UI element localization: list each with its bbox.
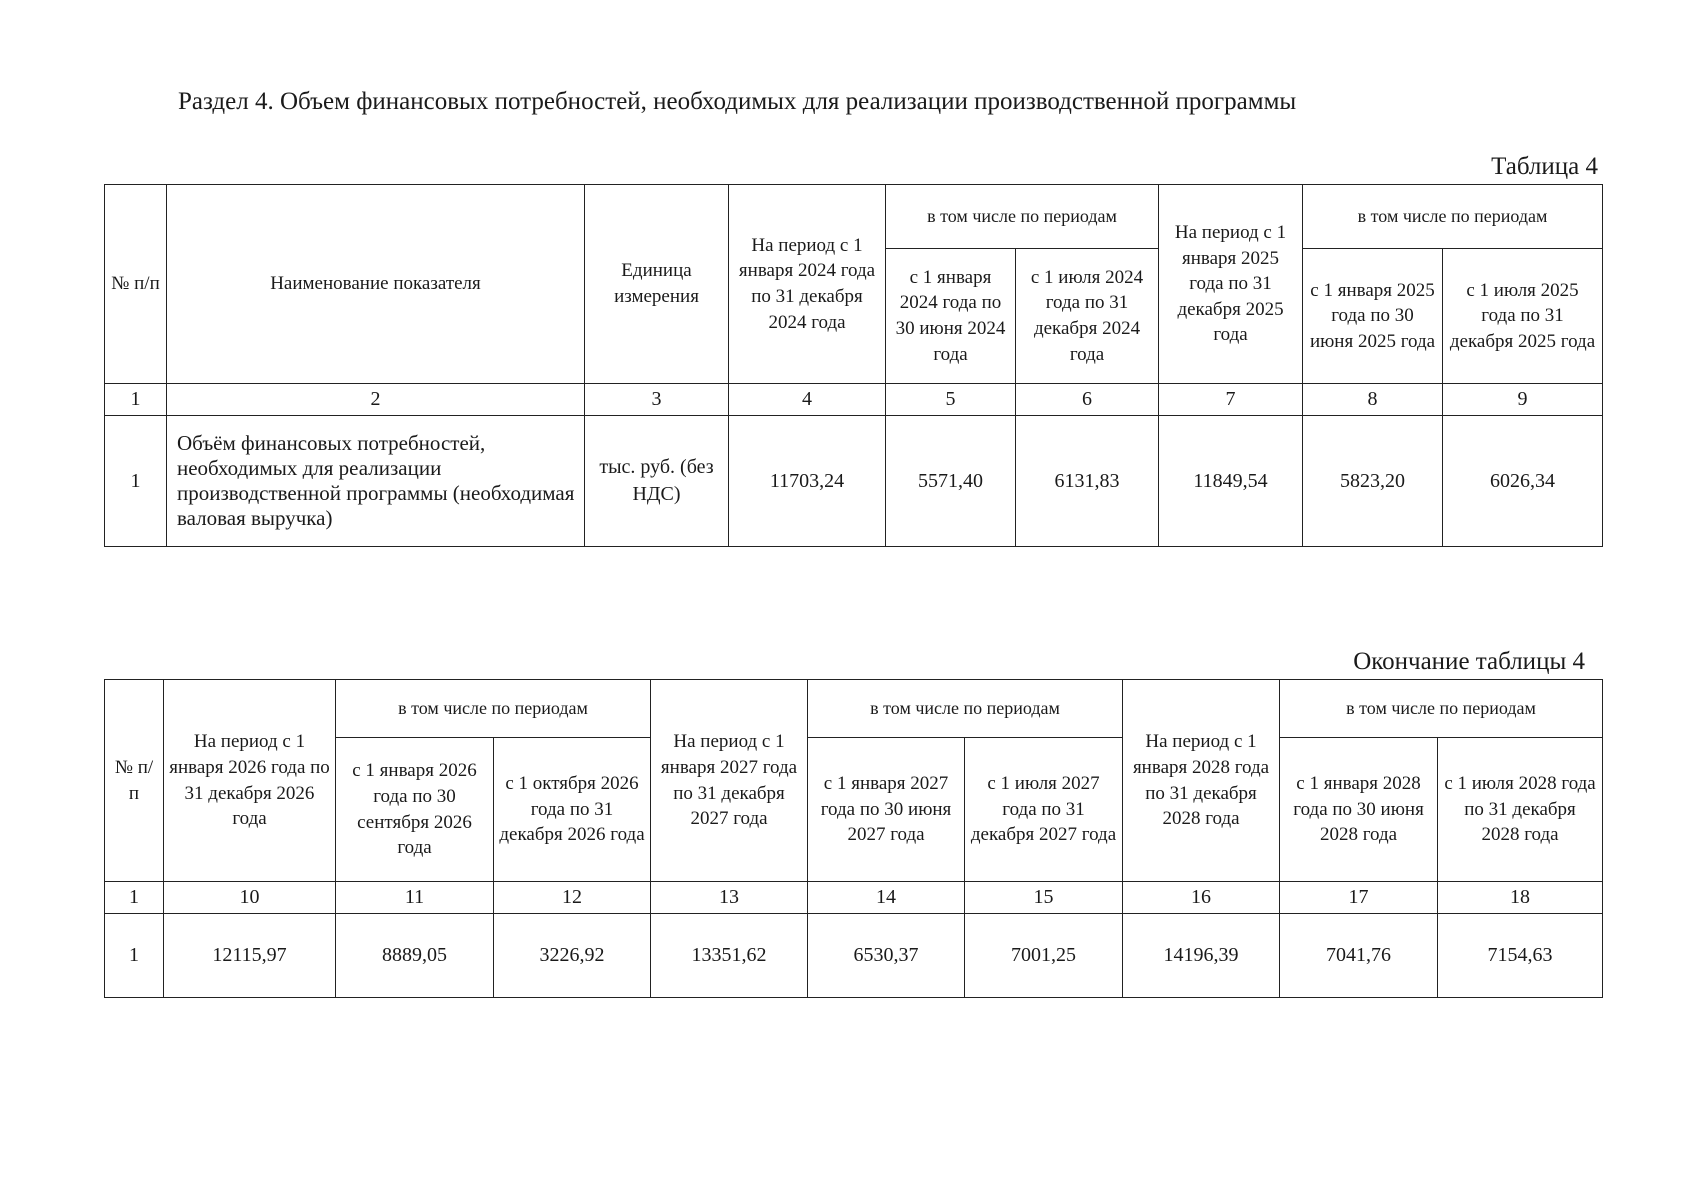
header-group-2028: в том числе по периодам (1280, 680, 1603, 738)
header-h2-2027: с 1 июля 2027 года по 31 декабря 2027 года (965, 738, 1123, 882)
value-cell: 13351,62 (651, 914, 808, 998)
table-row (105, 416, 1603, 547)
column-number: 7 (1159, 384, 1303, 416)
header-h1-2028: с 1 января 2028 года по 30 июня 2028 года (1280, 738, 1438, 882)
header-h1-2027: с 1 января 2027 года по 30 июня 2027 года (808, 738, 965, 882)
header-h2-2024: с 1 июля 2024 года по 31 декабря 2024 года (1016, 249, 1159, 384)
value-cell: 6026,34 (1443, 416, 1603, 547)
column-number: 6 (1016, 384, 1159, 416)
header-h1-2025: с 1 января 2025 года по 30 июня 2025 года (1303, 249, 1443, 384)
header-h2-2028: с 1 июля 2028 года по 31 декабря 2028 года (1438, 738, 1603, 882)
section-title: Раздел 4. Объем финансовых потребностей, необходимых для реализации производственной программы (178, 88, 1297, 115)
header-period-2028: На период с 1 января 2028 года по 31 декабря 2028 года (1123, 680, 1280, 882)
column-number: 9 (1443, 384, 1603, 416)
column-number: 13 (651, 882, 808, 914)
column-number: 5 (886, 384, 1016, 416)
value-cell: 3226,92 (494, 914, 651, 998)
table-continuation-caption: Окончание таблицы 4 (1353, 648, 1585, 675)
column-number: 2 (167, 384, 585, 416)
column-number: 10 (164, 882, 336, 914)
value-cell: 11703,24 (729, 416, 886, 547)
value-cell: 7001,25 (965, 914, 1123, 998)
value-cell: 6530,37 (808, 914, 965, 998)
column-number: 3 (585, 384, 729, 416)
column-number: 16 (1123, 882, 1280, 914)
financial-needs-table (104, 184, 1603, 547)
header-group-2026: в том числе по периодам (336, 680, 651, 738)
value-cell: 8889,05 (336, 914, 494, 998)
value-cell: 5571,40 (886, 416, 1016, 547)
header-h1-2024: с 1 января 2024 года по 30 июня 2024 года (886, 249, 1016, 384)
value-cell: 14196,39 (1123, 914, 1280, 998)
header-period-2024: На период с 1 января 2024 года по 31 декабря 2024 года (729, 185, 886, 384)
header-h2-2025: с 1 июля 2025 года по 31 декабря 2025 года (1443, 249, 1603, 384)
column-number: 17 (1280, 882, 1438, 914)
header-row-number: № п/п (105, 680, 164, 882)
column-number: 1 (105, 882, 164, 914)
header-group-2027: в том числе по периодам (808, 680, 1123, 738)
row-number: 1 (105, 416, 167, 547)
column-number: 18 (1438, 882, 1603, 914)
value-cell: 7154,63 (1438, 914, 1603, 998)
header-indicator-name: Наименование показателя (167, 185, 585, 384)
column-number-row (105, 882, 1603, 914)
column-number: 15 (965, 882, 1123, 914)
column-number: 11 (336, 882, 494, 914)
financial-needs-table-continuation (104, 679, 1603, 998)
table-row (105, 914, 1603, 998)
table-caption: Таблица 4 (1491, 153, 1598, 180)
header-p2-2026: с 1 октября 2026 года по 31 декабря 2026 года (494, 738, 651, 882)
value-cell: 12115,97 (164, 914, 336, 998)
column-number: 1 (105, 384, 167, 416)
value-cell: 5823,20 (1303, 416, 1443, 547)
header-group-2024: в том числе по периодам (886, 185, 1159, 249)
header-unit: Единица измерения (585, 185, 729, 384)
value-cell: 11849,54 (1159, 416, 1303, 547)
value-cell: 6131,83 (1016, 416, 1159, 547)
column-number-row (105, 384, 1603, 416)
column-number: 4 (729, 384, 886, 416)
header-period-2025: На период с 1 января 2025 года по 31 декабря 2025 года (1159, 185, 1303, 384)
column-number: 8 (1303, 384, 1443, 416)
column-number: 14 (808, 882, 965, 914)
header-period-2026: На период с 1 января 2026 года по 31 декабря 2026 года (164, 680, 336, 882)
unit-cell: тыс. руб. (без НДС) (585, 416, 729, 547)
header-period-2027: На период с 1 января 2027 года по 31 декабря 2027 года (651, 680, 808, 882)
column-number: 12 (494, 882, 651, 914)
row-number: 1 (105, 914, 164, 998)
indicator-name: Объём финансовых потребностей, необходимых для реализации производственной программы (необходимая валовая выручка) (167, 416, 585, 547)
header-p1-2026: с 1 января 2026 года по 30 сентября 2026 года (336, 738, 494, 882)
header-row-number: № п/п (105, 185, 167, 384)
header-group-2025: в том числе по периодам (1303, 185, 1603, 249)
value-cell: 7041,76 (1280, 914, 1438, 998)
